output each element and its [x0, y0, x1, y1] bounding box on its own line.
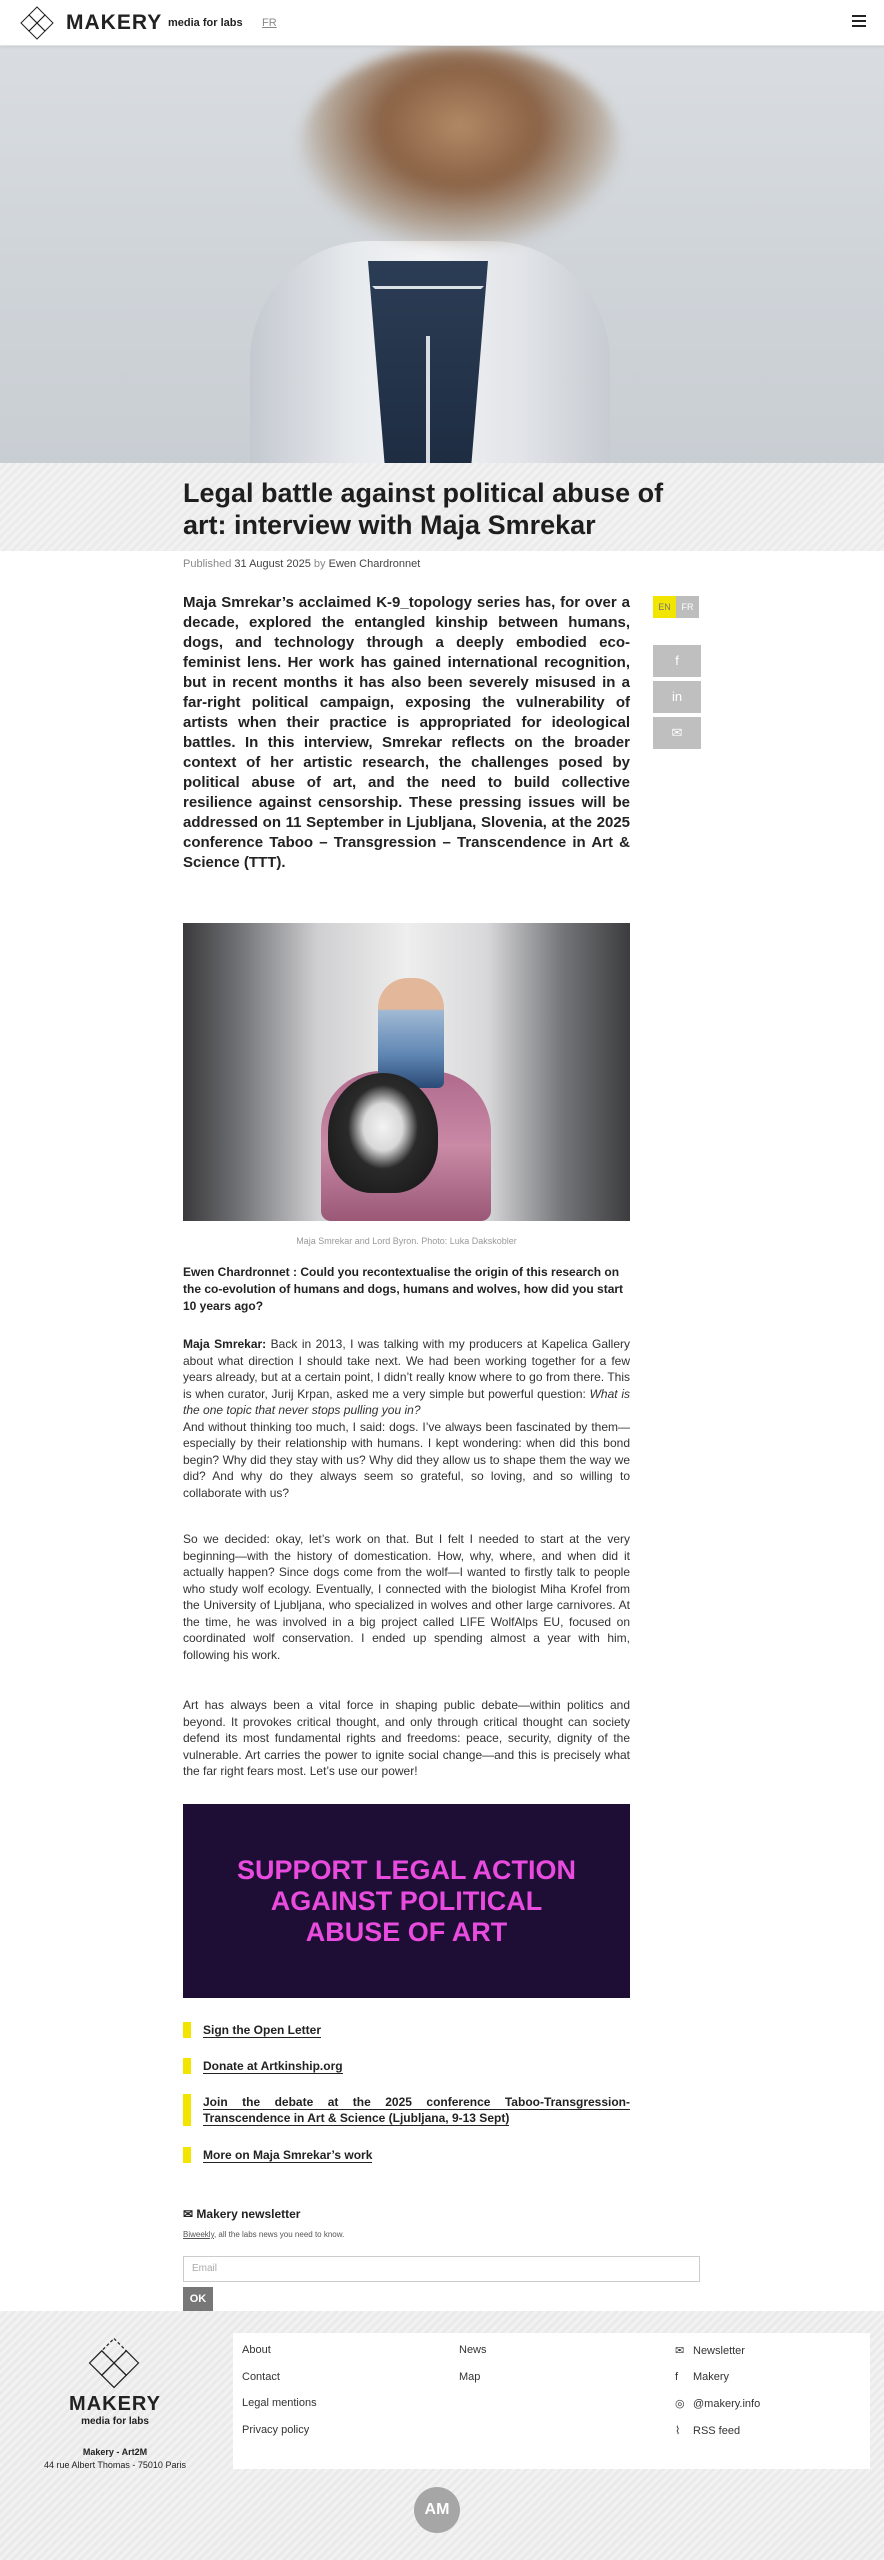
footer-logo-icon[interactable] — [88, 2337, 140, 2389]
banner-text: SUPPORT LEGAL ACTION AGAINST POLITICAL ABUSE OF ART — [236, 1854, 577, 1947]
newsletter-title: ✉ Makery newsletter — [183, 2207, 301, 2221]
footer-brand: MAKERY — [69, 2393, 161, 2415]
link-conference[interactable]: Join the debate at the 2025 conference Taboo-Transgression-Transcendence in Art & Science (Ljubljana, 9-13 Sept) — [183, 2094, 630, 2126]
answer-speaker: Maja Smrekar: — [183, 1337, 267, 1351]
footer-link-facebook[interactable]: f Makery — [675, 2371, 730, 2383]
envelope-icon: ✉ — [183, 2207, 194, 2221]
link-open-letter[interactable]: Sign the Open Letter — [183, 2022, 630, 2038]
answer-p1-continued: And without thinking too much, I said: dogs. I’ve always been fascinated by them—especially by their relationship with humans. I kept wondering: when did this bond begin? Why did they stay with us? Why did they allow us to shape them the way we did? And why do they always seem so grateful, so loving, and so willing to collaborate with us? — [183, 1419, 630, 1500]
footer-link-rss[interactable]: ⌇ RSS feed — [675, 2425, 741, 2437]
linkedin-share-icon[interactable]: in — [653, 681, 701, 713]
support-banner[interactable] — [183, 1804, 630, 1998]
link-donate[interactable]: Donate at Artkinship.org — [183, 2058, 630, 2074]
makery-logo-icon[interactable] — [20, 6, 54, 40]
article-photo — [183, 923, 630, 1221]
answer-paragraph-2: So we decided: okay, let’s work on that. But I felt I needed to start at the very beginning—with the history of domestication. How, why, where, and when did it actually happen? Since dogs come from the wolf—I wanted to firstly talk to people who study wolf ecology. Eventually, I connected with the biologist Miha Krofel from the University of Ljubljana, who specialized in wolves and other large carnivores. At the time, he was involved in a big project called LIFE WolfAlps EU, focused on coordinated wolf conservation. I ended up spending almost a year with him, following his work. — [183, 1532, 630, 1662]
facebook-icon: f — [675, 2371, 679, 2383]
brand-name[interactable]: MAKERY — [66, 11, 163, 34]
brand-tagline: media for labs — [168, 17, 243, 29]
art2m-logo-icon[interactable]: AM — [414, 2487, 460, 2533]
meta-published-label: Published — [183, 558, 232, 570]
author-link[interactable]: Ewen Chardronnet — [328, 558, 421, 570]
hero-image — [0, 46, 884, 463]
publish-date: 31 August 2025 — [234, 558, 311, 570]
link-smrekar-work[interactable]: More on Maja Smrekar’s work — [183, 2147, 630, 2163]
footer-org: Makery - Art2M — [82, 2447, 148, 2457]
site-footer — [0, 2311, 884, 2560]
article-lead: Maja Smrekar’s acclaimed K-9_topology series has, for over a decade, explored the entangled kinship between humans, dogs, and technology through a deeply embodied eco-feminist lens. Her work has gained international recognition, but in recent months it has also been severely misused in a far-right political campaign, exposing the vulnerability of artists when their practice is appropriated for ideological battles. In this interview, Smrekar reflects on the broader context of her artistic research, the challenges posed by political abuse of art, and the need to build collective resilience against censorship. These pressing issues will be addressed on 11 September in Ljubljana, Slovenia, at the 2025 conference Taboo – Transgression – Transcendence in Art & Science (TTT). — [183, 594, 630, 871]
meta-by-label: by — [313, 558, 326, 570]
footer-link-legal[interactable]: Legal mentions — [242, 2397, 317, 2409]
footer-link-newsletter[interactable]: ✉ Newsletter — [675, 2345, 745, 2357]
answer-paragraph-3: Art has always been a vital force in shaping public debate—within politics and beyond. It provokes critical thought, and only through critical thought can society defend its most fundamental rights and freedoms: peace, security, dignity of the vulnerable. Art carries the power to ignite social change—and this is precisely what the far right fears most. Let’s use our power! — [183, 1698, 630, 1778]
title-band — [0, 463, 884, 551]
footer-links-panel — [233, 2333, 870, 2469]
newsletter-email-input[interactable]: Email — [183, 2256, 700, 2282]
article-meta — [183, 558, 420, 570]
photo-caption: Maja Smrekar and Lord Byron. Photo: Luka Dakskobler — [296, 1236, 517, 1246]
biweekly-link[interactable]: Biweekly — [183, 2230, 214, 2239]
answer-p1-italic: What is the one topic that never stops pulling you in? — [183, 1386, 630, 1417]
hamburger-menu-icon[interactable] — [852, 15, 866, 29]
footer-link-about[interactable]: About — [242, 2344, 271, 2356]
answer-p1-text: Back in 2013, I was talking with my producers at Kapelica Gallery about what direction I should take next. We had been working together for a few years already, but at a certain point, I didn’t really know where to go from there. This is when curator, Jurij Krpan, asked me a very simple but powerful question: — [183, 1337, 631, 1401]
newsletter-subtitle: Biweekly, all the labs news you need to know. — [183, 2230, 345, 2239]
footer-link-news[interactable]: News — [459, 2344, 487, 2356]
rss-icon: ⌇ — [675, 2425, 681, 2437]
language-switch — [653, 596, 699, 618]
email-share-icon[interactable]: ✉ — [653, 717, 701, 749]
article-title: Legal battle against political abuse of art: interview with Maja Smrekar — [183, 478, 664, 540]
footer-link-instagram[interactable]: ◎ @makery.info — [675, 2398, 761, 2410]
footer-link-privacy[interactable]: Privacy policy — [242, 2424, 310, 2436]
footer-address: 44 rue Albert Thomas - 75010 Paris — [44, 2460, 186, 2470]
instagram-icon: ◎ — [675, 2398, 685, 2410]
facebook-share-icon[interactable]: f — [653, 645, 701, 677]
footer-link-map[interactable]: Map — [459, 2371, 481, 2383]
lang-fr-button[interactable]: FR — [676, 596, 699, 618]
footer-tagline: media for labs — [81, 2416, 149, 2427]
answer-paragraph-1 — [183, 1336, 630, 1501]
language-link-fr[interactable]: FR — [262, 17, 277, 29]
newsletter-ok-button[interactable]: OK — [183, 2287, 213, 2311]
site-header — [0, 0, 884, 46]
interview-question: Ewen Chardronnet : Could you recontextualise the origin of this research on the co-evolution of humans and dogs, humans and wolves, how did you start 10 years ago? — [183, 1265, 624, 1313]
lang-en-button[interactable]: EN — [653, 596, 676, 618]
envelope-icon: ✉ — [675, 2345, 685, 2357]
footer-link-contact[interactable]: Contact — [242, 2371, 280, 2383]
